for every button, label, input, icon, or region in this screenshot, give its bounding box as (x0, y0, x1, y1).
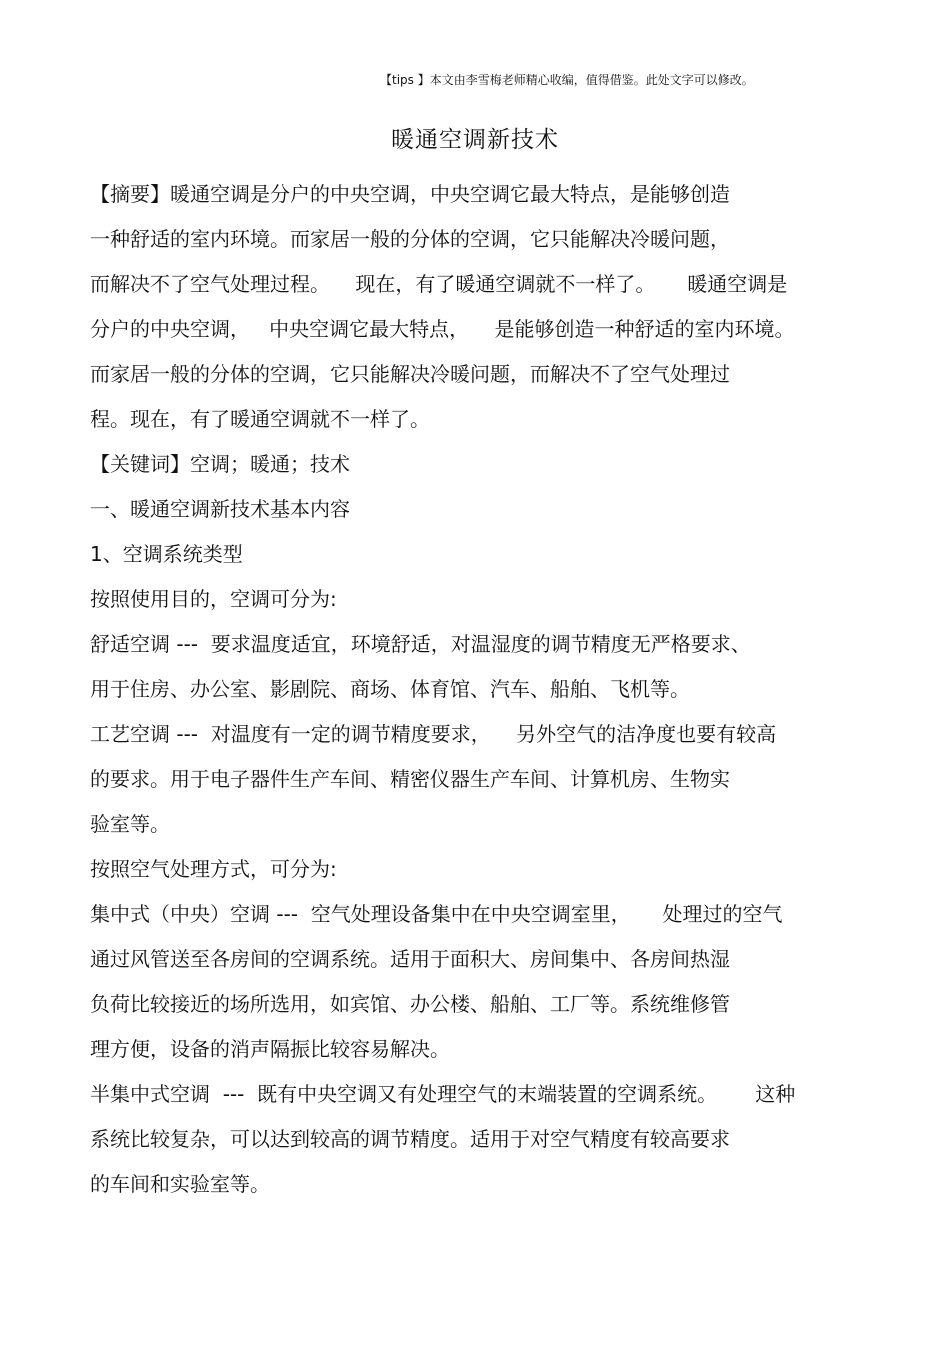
abstract-line-4: 分户的中央空调， 中央空调它最大特点， 是能够创造一种舒适的室内环境。 (90, 317, 795, 341)
process-ac-line-3: 验室等。 (90, 812, 170, 836)
semi-central-ac-line-2: 系统比较复杂，可以达到较高的调节精度。适用于对空气精度有较高要求 (90, 1127, 730, 1151)
semi-central-ac-line-1: 半集中式空调 --- 既有中央空调又有处理空气的末端装置的空调系统。 这种 (90, 1082, 796, 1106)
abstract-line-1: 【摘要】暖通空调是分户的中央空调，中央空调它最大特点，是能够创造 (90, 182, 730, 206)
classification-by-processing: 按照空气处理方式，可分为: (90, 857, 337, 881)
document-title: 暖通空调新技术 (391, 127, 559, 153)
abstract-line-5: 而家居一般的分体的空调，它只能解决冷暖问题，而解决不了空气处理过 (90, 362, 730, 386)
section-heading-1: 一、暖通空调新技术基本内容 (90, 497, 350, 521)
abstract-line-3: 而解决不了空气处理过程。 现在，有了暖通空调就不一样了。 暖通空调是 (90, 272, 788, 296)
subsection-heading-1: 1、空调系统类型 (90, 542, 243, 566)
process-ac-line-1: 工艺空调 --- 对温度有一定的调节精度要求， 另外空气的洁净度也要有较高 (90, 722, 777, 746)
central-ac-line-2: 通过风管送至各房间的空调系统。适用于面积大、房间集中、各房间热湿 (90, 947, 730, 971)
tips-note: 【tips 】本文由李雪梅老师精心收编，值得借鉴。此处文字可以修改。 (380, 73, 754, 87)
abstract-line-2: 一种舒适的室内环境。而家居一般的分体的空调，它只能解决冷暖问题， (90, 227, 730, 251)
keywords-line: 【关键词】空调；暖通；技术 (90, 452, 350, 476)
classification-by-purpose: 按照使用目的，空调可分为: (90, 587, 337, 611)
central-ac-line-4: 理方便，设备的消声隔振比较容易解决。 (90, 1037, 450, 1061)
document-body (90, 176, 860, 1211)
process-ac-line-2: 的要求。用于电子器件生产车间、精密仪器生产车间、计算机房、生物实 (90, 767, 730, 791)
comfort-ac-line-1: 舒适空调 --- 要求温度适宜，环境舒适，对温湿度的调节精度无严格要求、 (90, 632, 751, 656)
abstract-line-6: 程。现在，有了暖通空调就不一样了。 (90, 407, 430, 431)
semi-central-ac-line-3: 的车间和实验室等。 (90, 1172, 270, 1196)
central-ac-line-1: 集中式（中央）空调 --- 空气处理设备集中在中央空调室里， 处理过的空气 (90, 902, 783, 926)
central-ac-line-3: 负荷比较接近的场所选用，如宾馆、办公楼、船舶、工厂等。系统维修管 (90, 992, 730, 1016)
comfort-ac-line-2: 用于住房、办公室、影剧院、商场、体育馆、汽车、船舶、飞机等。 (90, 677, 690, 701)
